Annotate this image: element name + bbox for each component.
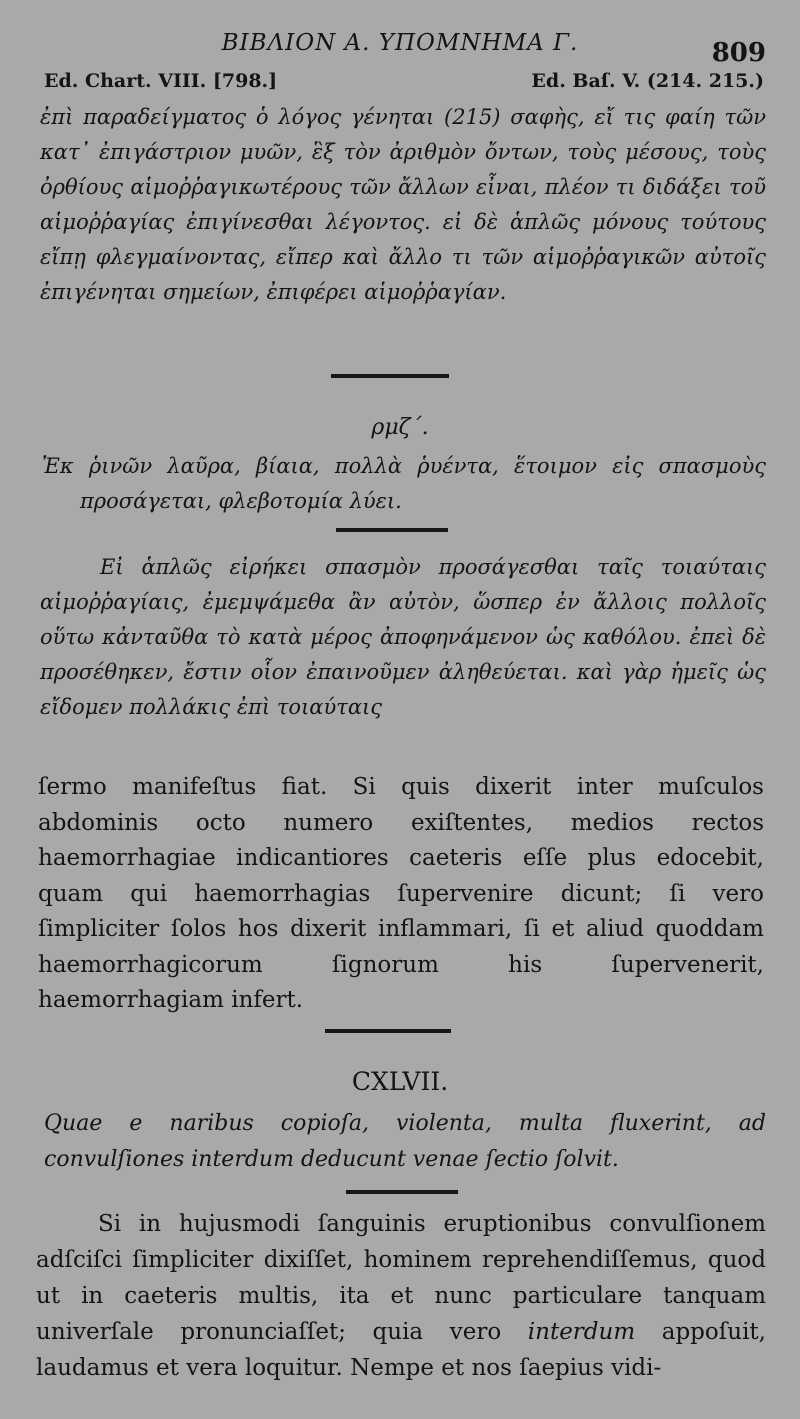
edition-reference-right: Ed. Baſ. V. (214. 215.) xyxy=(531,70,764,92)
section-divider xyxy=(346,1190,458,1194)
latin-aphorism-text: Quae e naribus copioſa, violenta, multa fluxerint, ad convulſiones interdum deducunt venae ſectio ſolvit. xyxy=(44,1111,766,1172)
section-divider xyxy=(331,374,449,378)
greek-section-number: ρμζ΄. xyxy=(371,415,429,440)
greek-commentary-continuation: ἐπὶ παραδείγματος ὁ λόγος γένηται (215) σαφὴς, εἴ τις φαίη τῶν κατ᾽ ἐπιγάστριον μυῶν, ἓξ τὸν ἀριθμὸν ὄντων, τοὺς μέσους, τοὺς ὀρθίους αἱμοῤῥαγικωτέρους τῶν ἄλλων εἶναι, πλέον τι διδάξει τοῦ αἱμοῤῥαγίας ἐπιγίνεσθαι λέγοντος. εἰ δὲ ἁπλῶς μόνους τούτους εἴπῃ φλεγμαίνοντας, εἴπερ καὶ ἄλλο τι τῶν αἱμοῤῥαγικῶν αὐτοῖς ἐπιγένηται σημείων, ἐπιφέρει αἱμοῤῥαγίαν. xyxy=(40,105,766,304)
greek-aphorism-text: Ἐκ ῥινῶν λαῦρα, βίαια, πολλὰ ῥυέντα, ἕτοιμον εἰς σπασμοὺς προσάγεται, φλεβοτομία λύει. xyxy=(42,454,766,513)
latin-aphorism xyxy=(44,1106,766,1178)
latin-commentary-text: Si in hujusmodi ſanguinis eruptionibus convulſionem adſciſci ſimpliciter dixiſſet, hominem reprehendiſſemus, quod ut in caeteris multis, ita et nunc particulare tanquam univerſale pronunciaſſet; quia vero xyxy=(36,1211,766,1345)
latin-commentary xyxy=(36,1206,766,1386)
latin-section-number: CXLVII. xyxy=(351,1067,449,1096)
greek-commentary: Εἰ ἁπλῶς εἰρήκει σπασμὸν προσάγεσθαι ταῖς τοιαύταις αἱμοῤῥαγίαις, ἐμεμψάμεθα ἂν αὐτὸν, ὥσπερ ἐν ἄλλοις πολλοῖς οὕτω κἀνταῦθα τὸ κατὰ μέρος ἀποφηνάμενον ὡς καθόλου. ἐπεὶ δὲ προσέθηκεν, ἔστιν οἷον ἐπαινοῦμεν ἀληθεύεται. καὶ γὰρ ἡμεῖς ὡς εἴδομεν πολλάκις ἐπὶ τοιαύταις xyxy=(40,555,766,719)
page-number: 809 xyxy=(711,38,766,68)
latin-commentary-emphasis: interdum xyxy=(527,1319,636,1345)
running-head: ΒΙΒΛΙΟΝ Α. ΥΠΟΜΝΗΜΑ Γ. xyxy=(221,30,579,56)
section-divider xyxy=(325,1029,451,1033)
greek-aphorism xyxy=(40,449,766,519)
latin-commentary-continuation: ſermo manifeſtus fiat. Si quis dixerit inter muſculos abdominis octo numero exiſtentes, medios rectos haemorrhagiae indicantiores caeteris eſſe plus edocebit, quam qui haemorrhagias ſupervenire dicunt; ſi vero ſimpliciter ſolos hos dixerit inflammari, ſi et aliud quoddam haemorrhagicorum ſignorum his ſupervenerit, haemorrhagiam infert. xyxy=(38,774,764,1013)
edition-reference-left: Ed. Chart. VIII. [798.] xyxy=(44,70,278,92)
latin-commentary-text-end: appoſuit, laudamus et vera loquitur. Nempe et nos ſaepius vidi- xyxy=(36,1319,766,1381)
section-divider xyxy=(336,528,448,532)
